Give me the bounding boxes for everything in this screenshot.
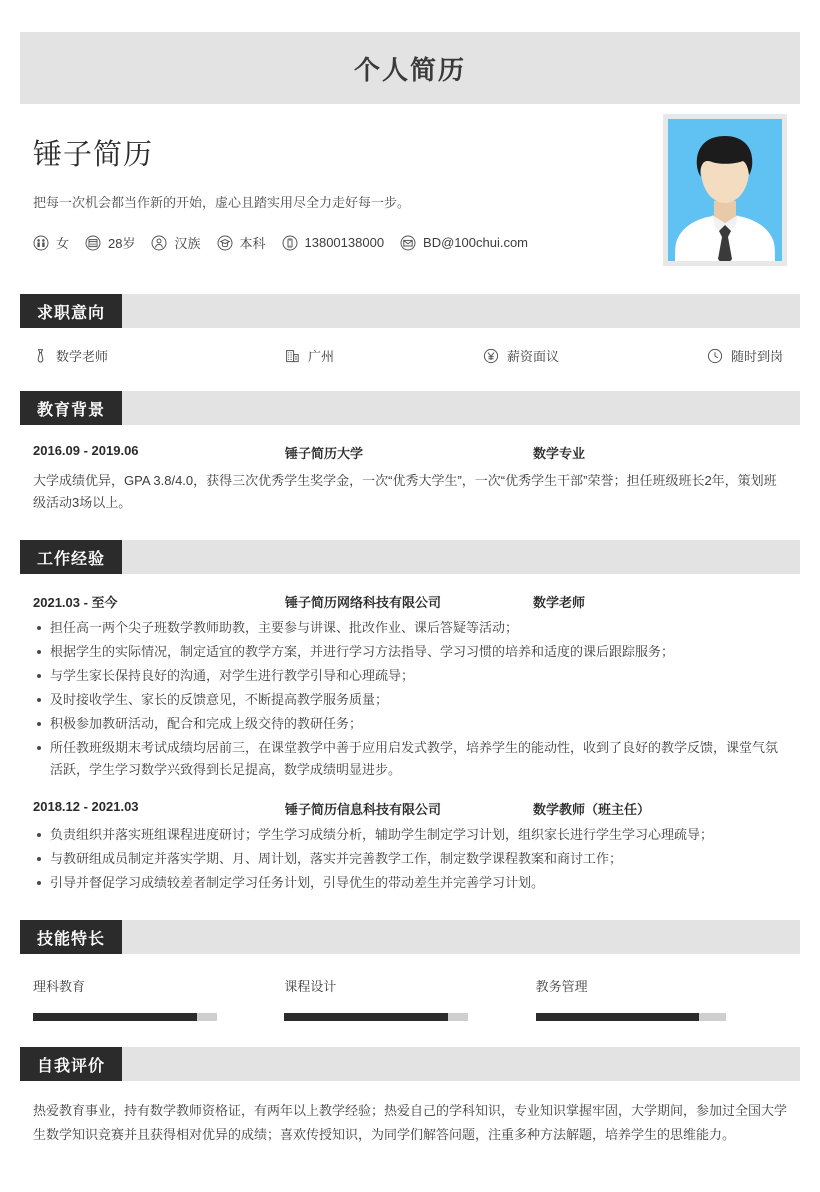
work-entry: [33, 799, 787, 894]
profile-section: [20, 104, 800, 268]
avatar: [663, 114, 787, 266]
education-period: 2016.09 - 2019.06: [33, 443, 139, 458]
section-title-self-evaluation: 自我评价: [20, 1047, 122, 1081]
work-entry-header: [33, 592, 787, 611]
building-icon: [285, 348, 300, 364]
work-period: 2018.12 - 2021.03: [33, 799, 139, 814]
intention-item-salary: [483, 346, 707, 365]
section-header-intention: [20, 294, 800, 328]
info-item-ethnicity: [151, 233, 200, 252]
work-position: 数学老师: [533, 595, 586, 610]
list-item: 与教研组成员制定并落实学期、月、周计划，落实并完善教学工作，制定数学课程教案和商讨工作；: [33, 848, 787, 870]
tie-icon: [33, 348, 48, 364]
yen-icon: [483, 348, 499, 364]
info-item-education: [217, 233, 266, 252]
intention-value-position: 数学老师: [56, 349, 109, 364]
info-item-email: [400, 235, 528, 251]
work-company: 锤子简历网络科技有限公司: [285, 595, 442, 610]
education-entry-header: [33, 443, 787, 462]
phone-icon: [282, 235, 298, 251]
info-value-age: 28岁: [108, 236, 136, 251]
skill-progress-track: [33, 1013, 217, 1021]
skills-row: [20, 954, 800, 1021]
resume-page: [0, 32, 820, 1192]
info-value-gender: 女: [56, 236, 70, 251]
list-item: 与学生家长保持良好的沟通，对学生进行教学引导和心理疏导；: [33, 665, 787, 687]
skill-name: 课程设计: [284, 979, 337, 994]
info-value-ethnicity: 汉族: [174, 236, 201, 251]
skill-progress-fill: [284, 1013, 448, 1021]
section-title-skills: 技能特长: [20, 920, 122, 954]
self-evaluation-text: 热爱教育事业，持有数学教师资格证，有两年以上教学经验；热爱自己的学科知识，专业知识掌握牢固，大学期间，参加过全国大学生数学知识竞赛并且获得相对优异的成绩；喜欢传授知识，为同学们解答问题，注重多种方法解题，培养学生的思维能力。: [33, 1103, 788, 1142]
list-item: 及时接收学生、家长的反馈意见，不断提高教学服务质量；: [33, 689, 787, 711]
work-entry: [33, 592, 787, 781]
section-title-intention: 求职意向: [20, 294, 122, 328]
section-title-work: 工作经验: [20, 540, 122, 574]
intention-item-position: [33, 346, 285, 365]
work-bullets: [33, 617, 787, 781]
list-item: 引导并督促学习成绩较差者制定学习任务计划，引导优生的带动差生并完善学习计划。: [33, 872, 787, 894]
list-item: 担任高一两个尖子班数学教师助教，主要参与讲课、批改作业、课后答疑等活动；: [33, 617, 787, 639]
intention-row: [20, 328, 800, 365]
person-icon: [151, 235, 167, 251]
section-header-education: [20, 391, 800, 425]
intention-item-availability: [707, 346, 783, 365]
education-school: 锤子简历大学: [285, 446, 364, 461]
info-value-phone: 13800138000: [304, 235, 385, 250]
info-value-email: BD@100chui.com: [423, 235, 529, 250]
section-header-self-evaluation: [20, 1047, 800, 1081]
skill-item: [536, 976, 787, 1021]
skill-progress-fill: [536, 1013, 699, 1021]
skill-item: [284, 976, 535, 1021]
section-header-skills: [20, 920, 800, 954]
work-bullets: [33, 824, 787, 894]
intention-item-city: [285, 346, 483, 365]
clock-icon: [707, 348, 723, 364]
skill-item: [33, 976, 284, 1021]
gender-icon: [33, 235, 49, 251]
avatar-illustration: [668, 119, 782, 261]
list-item: 积极参加教研活动，配合和完成上级交待的教研任务；: [33, 713, 787, 735]
skill-progress-track: [536, 1013, 726, 1021]
work-position: 数学教师（班主任）: [533, 802, 651, 817]
info-value-education: 本科: [239, 236, 266, 251]
skill-name: 理科教育: [33, 979, 86, 994]
intention-value-salary: 薪资面议: [507, 349, 560, 364]
list-item: 根据学生的实际情况，制定适宜的教学方案，并进行学习方法指导、学习习惯的培养和适度的课后跟踪服务；: [33, 641, 787, 663]
info-item-age: [85, 233, 135, 252]
education-block: [20, 443, 800, 514]
education-description: 大学成绩优异，GPA 3.8/4.0，获得三次优秀学生奖学金，一次“优秀大学生”，一次“优秀学生干部”荣誉；担任班级班长2年，策划班级活动3场以上。: [33, 473, 777, 510]
work-company: 锤子简历信息科技有限公司: [285, 802, 442, 817]
list-item: 所任教班级期末考试成绩均居前三，在课堂教学中善于应用启发式教学，培养学生的能动性，收到了良好的教学反馈，课堂气氛活跃，学生学习数学兴致得到长足提高，数学成绩明显进步。: [33, 737, 787, 781]
calendar-icon: [85, 235, 101, 251]
candidate-name: 锤子简历: [33, 139, 154, 171]
work-entry-header: [33, 799, 787, 818]
mail-icon: [400, 235, 416, 251]
intention-value-city: 广州: [308, 349, 335, 364]
info-item-gender: [33, 233, 69, 252]
intention-value-availability: 随时到岗: [731, 349, 784, 364]
work-period: 2021.03 - 至今: [33, 595, 118, 610]
info-item-phone: [282, 235, 385, 251]
list-item: 负责组织并落实班组课程进度研讨；学生学习成绩分析，辅助学生制定学习计划，组织家长进行学生学习心理疏导；: [33, 824, 787, 846]
section-header-work: [20, 540, 800, 574]
work-block: [20, 592, 800, 894]
education-major: 数学专业: [533, 446, 586, 461]
graduation-cap-icon: [217, 235, 233, 251]
skill-progress-fill: [33, 1013, 197, 1021]
resume-title-bar: [20, 32, 800, 104]
page-title: 个人简历: [353, 54, 466, 85]
candidate-tagline: 把每一次机会都当作新的开始，虚心且踏实用尽全力走好每一步。: [33, 195, 411, 210]
section-title-education: 教育背景: [20, 391, 122, 425]
skill-name: 教务管理: [535, 979, 588, 994]
skill-progress-track: [284, 1013, 468, 1021]
